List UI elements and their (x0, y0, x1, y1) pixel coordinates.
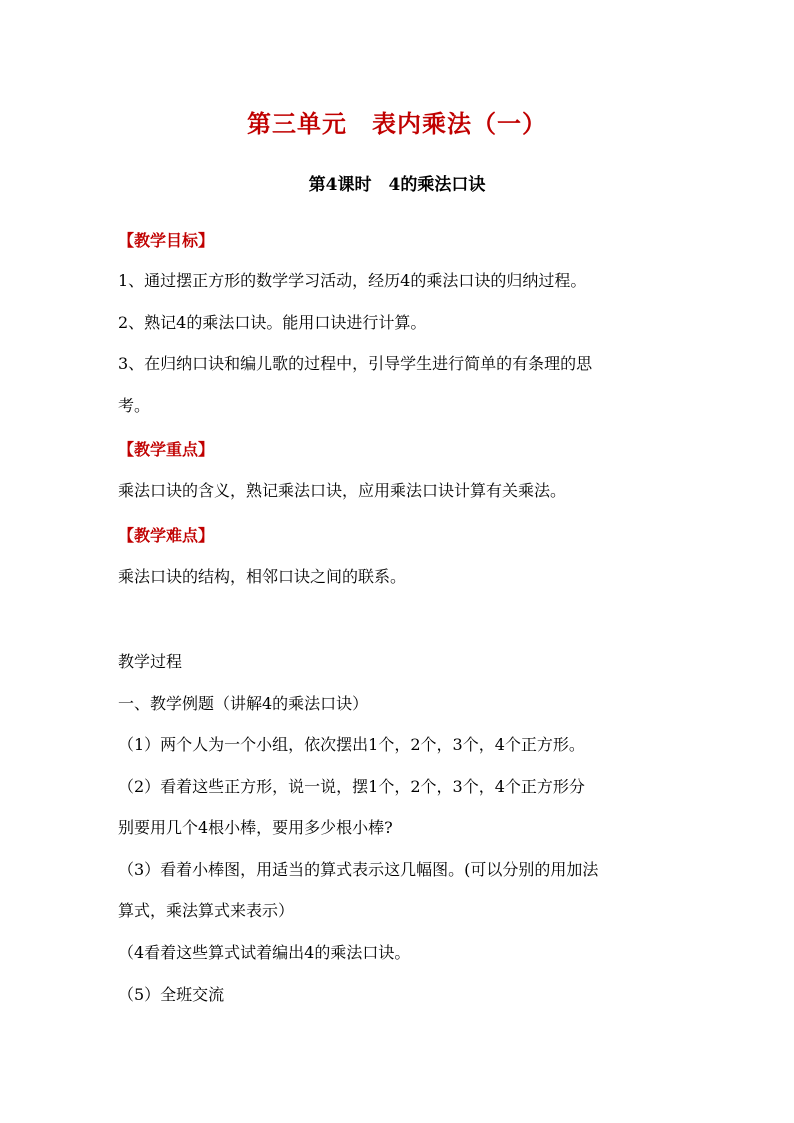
key-point-line: 乘法口诀的含义，熟记乘法口诀，应用乘法口诀计算有关乘法。 (118, 481, 567, 500)
process-heading: 教学过程 (118, 652, 183, 671)
difficulty-line: 乘法口诀的结构，相邻口诀之间的联系。 (118, 567, 407, 586)
lesson-subtitle: 第4课时 4的乘法口诀 (308, 175, 486, 195)
process-line: （5）全班交流 (118, 985, 225, 1004)
process-line: （2）看着这些正方形，说一说，摆1个，2个，3个，4个正方形分 (118, 777, 585, 796)
process-line: 一、教学例题（讲解4的乘法口诀） (118, 694, 369, 713)
unit-title: 第三单元 表内乘法（一） (247, 109, 547, 138)
difficulties-heading: 【教学难点】 (118, 526, 215, 545)
goal-line: 2、熟记4的乘法口诀。能用口诀进行计算。 (118, 313, 427, 332)
key-points-heading: 【教学重点】 (118, 440, 215, 459)
process-line: 算式，乘法算式来表示） (118, 901, 295, 920)
process-line: （3）看着小棒图，用适当的算式表示这几幅图。(可以分别的用加法 (118, 860, 599, 879)
process-line: 别要用几个4根小棒，要用多少根小棒? (118, 818, 393, 837)
goal-line: 3、在归纳口诀和编儿歌的过程中，引导学生进行简单的有条理的思 (118, 354, 593, 373)
goals-heading: 【教学目标】 (118, 231, 215, 250)
goal-line: 1、通过摆正方形的数学学习活动，经历4的乘法口诀的归纳过程。 (118, 271, 587, 290)
process-line: （1）两个人为一个小组，依次摆出1个，2个，3个，4个正方形。 (118, 735, 585, 754)
process-line: （4看着这些算式试着编出4的乘法口诀。 (118, 943, 411, 962)
goal-line: 考。 (118, 396, 151, 415)
